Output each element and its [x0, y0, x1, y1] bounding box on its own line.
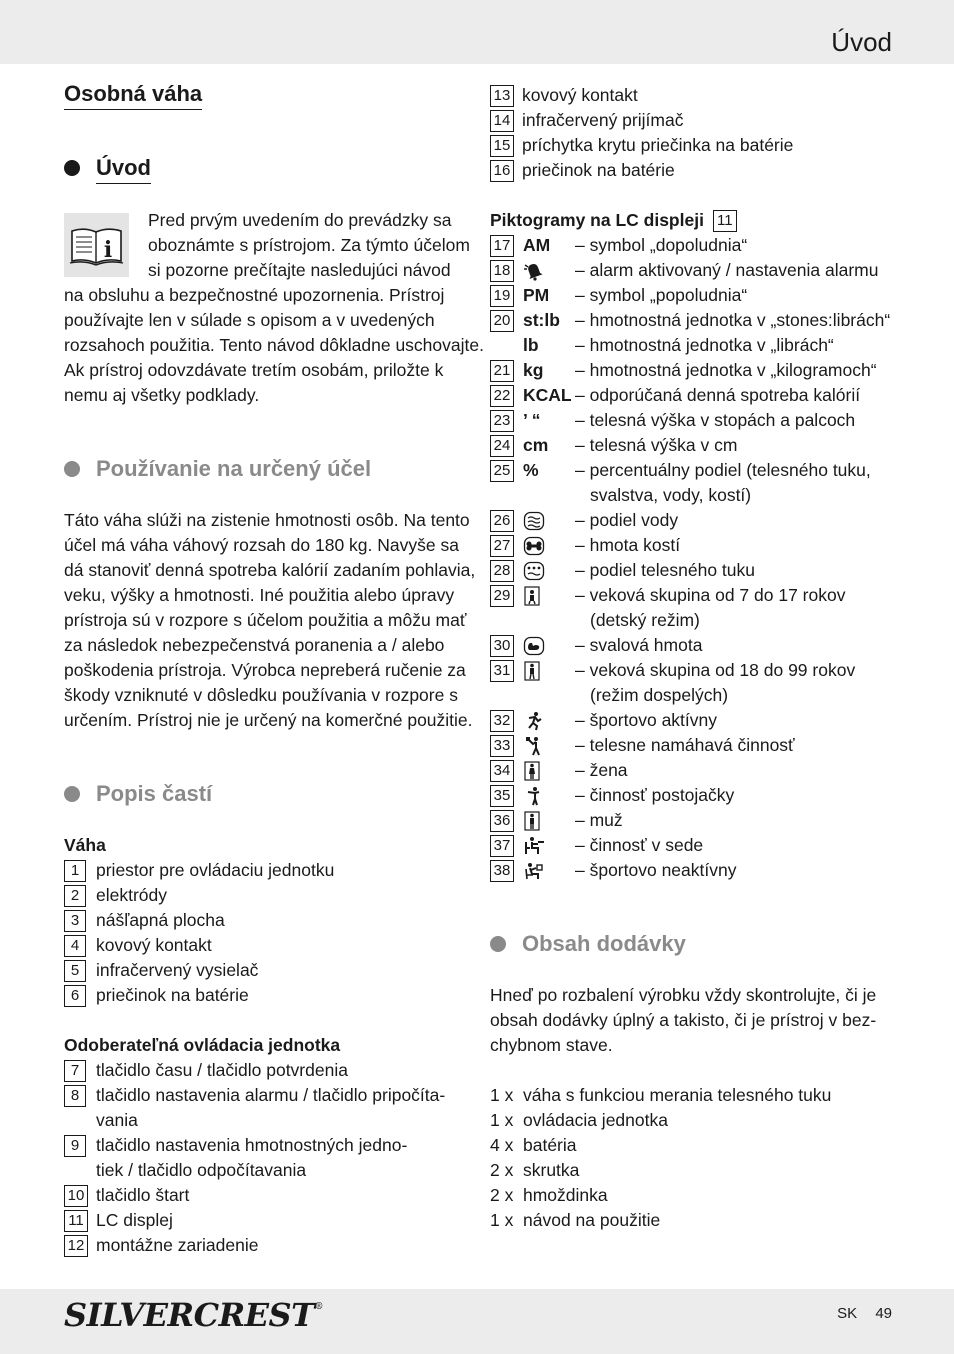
sitting-work-icon: [523, 836, 545, 856]
intended-use-text: Táto váha slúži na zistenie hmotnosti osôb. Na tento účel má váha váhový rozsah do 180 kg. Navyše sa dá stanoviť denná spotreba kalórií zadaním pohlavia, veku, výšky a hmotnosti. Iné použitia alebo úpravy prístroja sú v rozpore s účelom použitia a môžu mať za následok nebezpečenstvá poranenia a / alebo poškodenia prístroja. Výrobca nepreberá ručenie za škody vzniknuté v dôsledku používania v rozpore s určením. Prístroj nie je určený na komerčné použitie.: [64, 510, 476, 730]
lifting-icon: [523, 736, 545, 756]
section-heading-intended-use: Používanie na určený účel: [64, 455, 444, 485]
language-code: SK: [837, 1305, 858, 1322]
standing-work-icon: [523, 786, 545, 806]
intro-text-body: na obsluhu a bezpečnostné upozornenia. Prístroj používajte len v súlade s opisom a v uvedených rozsahoch použitia. Tento návod dôkladne uschovajte. Ak prístroj odovzdávate tretím osobám, priložte k nemu aj všetky podklady.: [64, 285, 484, 405]
header-title: Úvod: [831, 27, 892, 57]
bullet-dot-icon: [64, 160, 80, 176]
woman-icon: [523, 761, 545, 781]
svg-text:i: i: [103, 237, 113, 263]
page-info: [823, 1305, 892, 1322]
section-heading-delivery: Obsah dodávky: [490, 930, 750, 960]
water-icon: [523, 511, 545, 531]
bullet-dot-icon: [490, 936, 506, 952]
document-title: Osobná váha: [64, 80, 202, 110]
page-number: 49: [875, 1305, 892, 1322]
running-icon: [523, 711, 545, 731]
section-heading-parts: Popis častí: [64, 780, 264, 810]
scale-subheading: Váha: [64, 835, 106, 855]
delivery-text: Hneď po rozbalení výrobku vždy skontrolujte, či je obsah dodávky úplný a takisto, či je prístroj v bez- chybnom stave.: [490, 985, 877, 1055]
muscle-icon: [523, 636, 545, 656]
man-icon: [523, 811, 545, 831]
intro-text-top: Pred prvým uvedením do prevádzky sa oboznámte s prístrojom. Za týmto účelom si pozorne prečítajte nasledujúci návod: [148, 210, 470, 280]
alarm-bell-icon: [523, 261, 545, 281]
section-heading-uvod: Úvod: [64, 154, 214, 184]
control-unit-subheading: Odoberateľná ovládacia jednotka: [64, 1035, 341, 1055]
bullet-dot-icon: [64, 786, 80, 802]
child-icon: [523, 586, 545, 606]
pictograms-subheading: Piktogramy na LC displeji 11: [490, 208, 737, 233]
brand-logo: SILVERCREST®: [64, 1296, 323, 1334]
adult-icon: [523, 661, 545, 681]
page-header: [0, 0, 954, 64]
info-book-icon: [64, 213, 129, 277]
bone-icon: [523, 536, 545, 556]
body-fat-icon: [523, 561, 545, 581]
bullet-dot-icon: [64, 461, 80, 477]
inactive-sitting-icon: [523, 861, 545, 881]
